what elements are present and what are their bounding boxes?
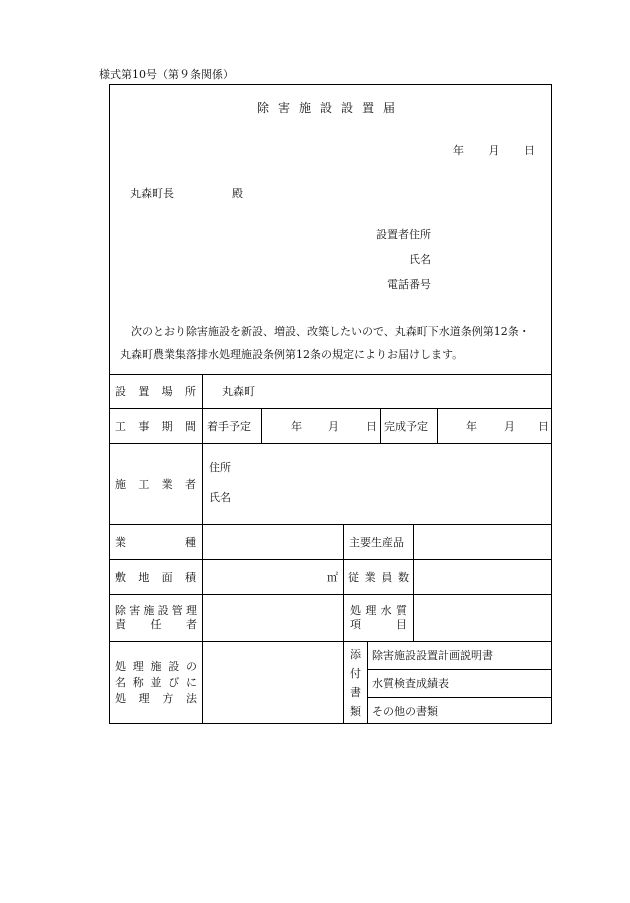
form-title: 除害施設設置届 [256,101,404,115]
industry-label: 業 種 [115,535,196,549]
contractor-label: 施 工 業 者 [115,477,196,491]
area-unit: ㎡ [327,570,338,584]
finish-month: 月 [504,419,515,433]
start-year: 年 [291,419,302,433]
location-label: 設 置 場 所 [115,385,196,398]
form-frame [109,84,552,724]
employees-label: 従 業 員 数 [348,570,409,584]
body-line-2: 丸森町農業集落排水処理施設条例第12条の規定によりお届けします。 [120,348,464,361]
form-number: 様式第10号（第９条関係） [99,68,234,81]
period-label: 工 事 期 間 [115,419,196,433]
contractor-address-label: 住所 [209,461,231,474]
finish-planned-label: 完成予定 [384,419,428,433]
year-label: 年 [453,144,464,157]
contractor-name-label: 氏名 [209,491,231,504]
main-products-label: 主要生産品 [349,535,404,549]
water-quality-label: 処 理 水 質 項 目 [350,603,407,631]
finish-day: 日 [538,419,549,433]
applicant-phone-label: 電話番号 [387,278,431,291]
body-text [120,320,540,366]
attachment-plan-description: 除害施設設置計画説明書 [372,649,493,662]
attachment-water-test-report: 水質検査成績表 [372,677,449,690]
body-line-1: 次のとおり除害施設を新設、増設、改築したいので、丸森町下水道条例第12条・ [131,325,530,338]
applicant-name-label: 氏名 [409,253,431,266]
attachment-other-documents: その他の書類 [372,704,438,718]
manager-label: 除 害 施 設 管 理 責 任 者 [115,603,197,631]
location-value: 丸森町 [222,385,255,398]
applicant-address-label: 設置者住所 [376,228,431,241]
addressee: 丸森町長 [130,187,174,200]
site-area-label: 敷 地 面 積 [115,570,196,584]
day-label: 日 [524,144,535,157]
start-day: 日 [366,419,377,433]
attachments-label: 添 付 書 類 [350,647,361,719]
date-line [418,142,535,158]
finish-year: 年 [466,419,477,433]
start-planned-label: 着手予定 [207,419,251,433]
start-month: 月 [328,419,339,433]
facility-label: 処 理 施 設 の 名 称 並 び に 処 理 方 法 [115,659,197,705]
honorific: 殿 [232,187,243,200]
month-label: 月 [488,144,500,157]
